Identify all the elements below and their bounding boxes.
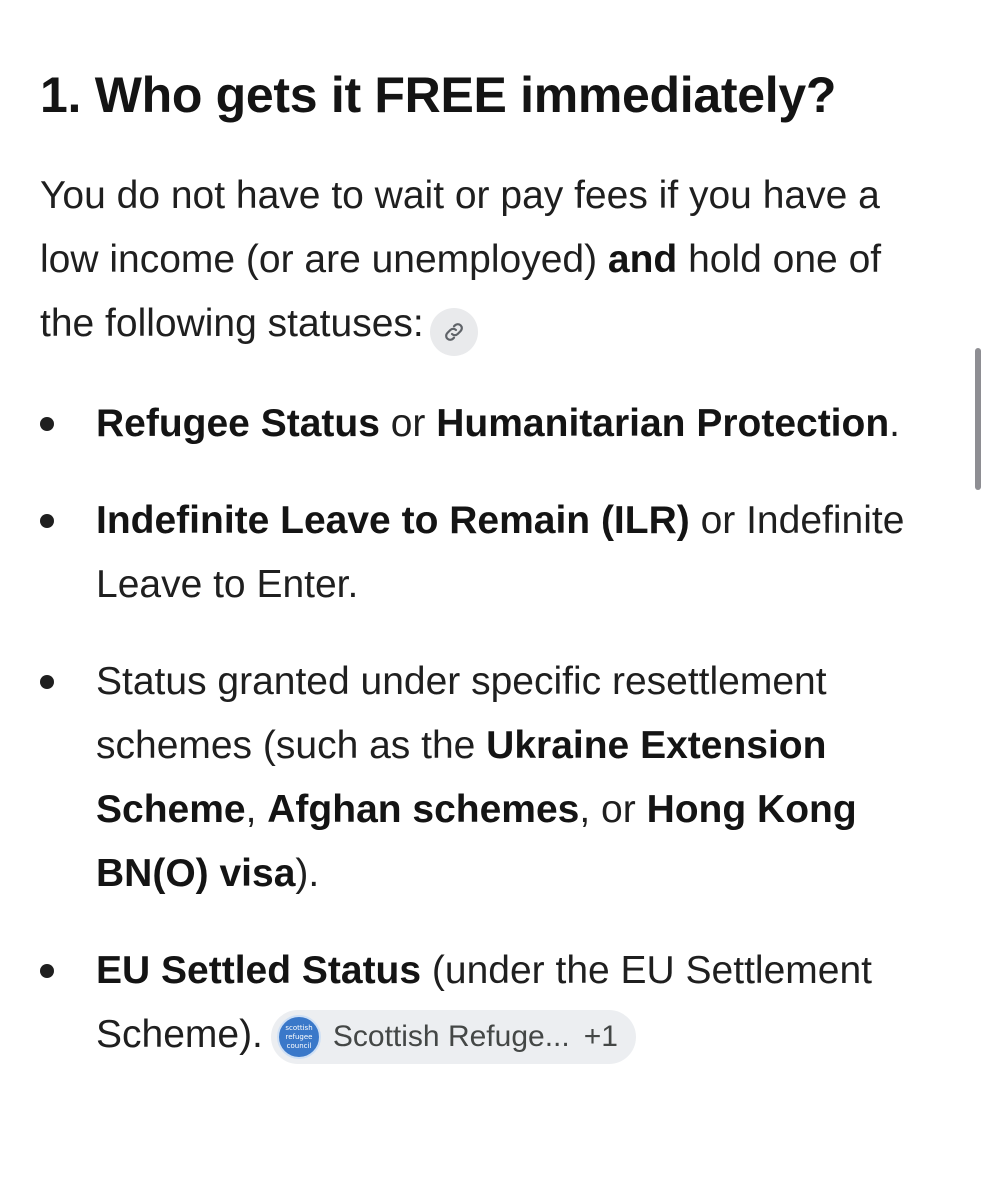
bold-term: Hong Kong BN(O) visa (96, 788, 857, 895)
bold-term: Afghan schemes (267, 788, 580, 831)
bullet-icon (40, 964, 54, 978)
svg-text:scottish: scottish (285, 1024, 313, 1032)
bold-term: Indefinite Leave to Remain (ILR) (96, 499, 690, 542)
item-text: Status granted under specific resettlement schemes (such as the (96, 660, 827, 767)
intro-bold: and (607, 238, 678, 281)
bullet-icon (40, 675, 54, 689)
bold-term: Ukraine Extension Scheme (96, 724, 827, 831)
svg-text:refugee: refugee (285, 1033, 313, 1041)
svg-text:council: council (286, 1042, 312, 1050)
response-content (40, 62, 940, 1100)
intro-text: You do not have to wait or pay fees if you have a low income (or are unemployed) (40, 174, 880, 281)
link-icon (442, 320, 466, 344)
source-logo-icon (277, 1015, 321, 1059)
bullet-icon (40, 417, 54, 431)
source-label: Scottish Refuge... (332, 1020, 570, 1053)
intro-paragraph (40, 164, 930, 356)
source-count: +1 (583, 1020, 618, 1053)
list-item (40, 650, 906, 906)
bold-term: Refugee Status (96, 402, 380, 445)
status-list (40, 392, 940, 1067)
item-text: . (889, 402, 901, 445)
item-text: or (379, 402, 437, 445)
item-text: ). (295, 852, 320, 895)
intro-text-2: hold one of the following statuses: (40, 238, 882, 345)
item-text: , (245, 788, 268, 831)
bullet-icon (40, 514, 54, 528)
link-icon-button[interactable] (430, 308, 478, 356)
list-item (40, 939, 906, 1067)
list-item (40, 392, 906, 456)
item-text: (under the EU Settlement Scheme). (96, 949, 872, 1056)
item-text: or Indefinite Leave to Enter. (96, 499, 905, 606)
source-chip[interactable] (271, 1010, 636, 1064)
bold-term: EU Settled Status (96, 949, 422, 992)
list-item (40, 489, 906, 617)
section-heading: 1. Who gets it FREE immediately? (40, 67, 837, 123)
scrollbar[interactable] (975, 348, 981, 490)
item-text: , or (579, 788, 647, 831)
bold-term: Humanitarian Protection (436, 402, 890, 445)
